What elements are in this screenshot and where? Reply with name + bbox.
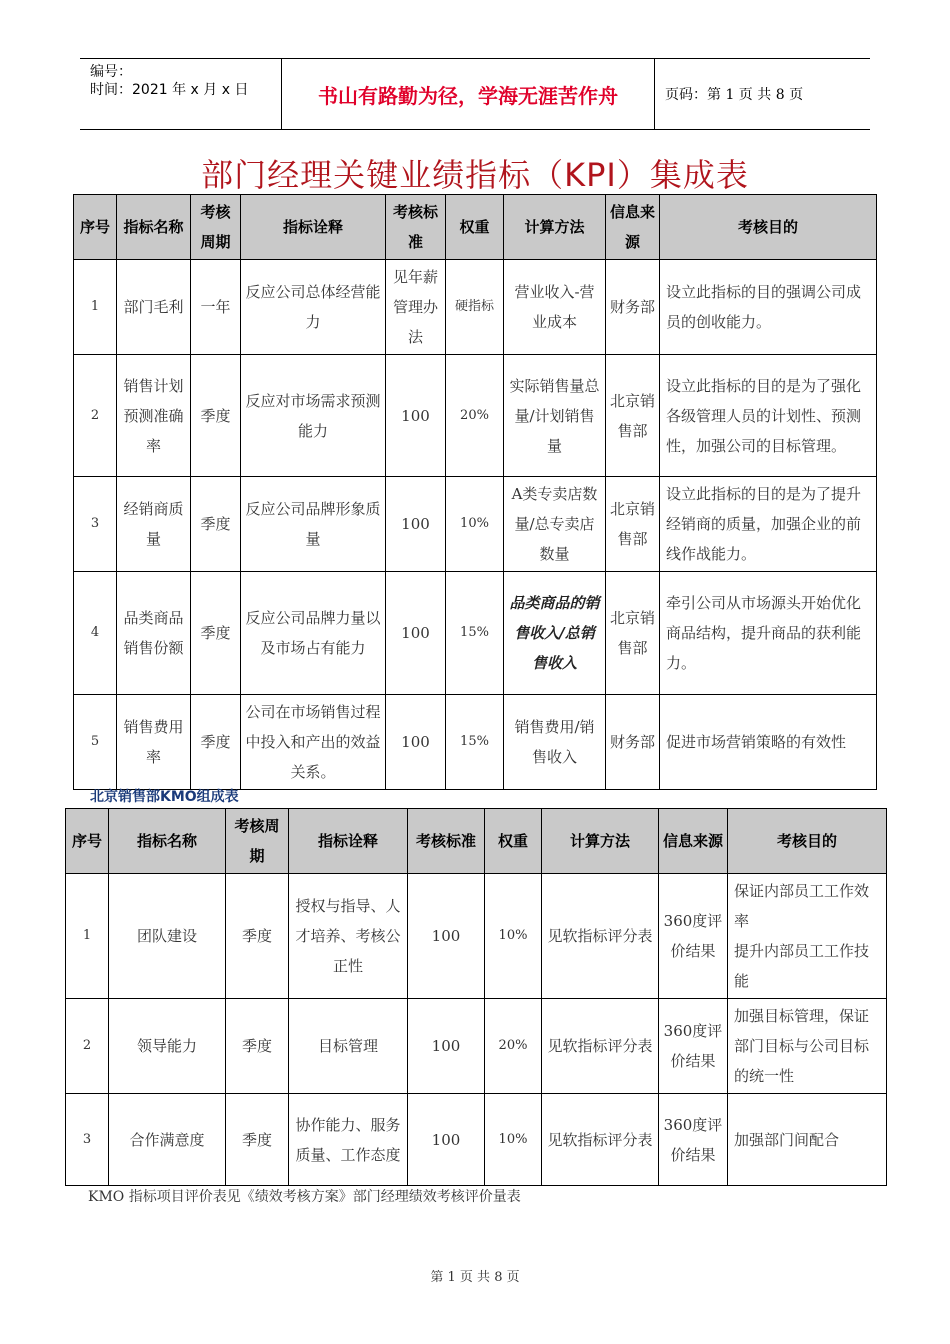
cell-name: 品类商品销售份额	[117, 572, 191, 695]
cell-seq: 3	[74, 477, 117, 572]
cell-standard: 100	[386, 695, 446, 790]
page-title: 部门经理关键业绩指标（KPI）集成表	[201, 156, 749, 194]
cell-weight: 10%	[485, 1094, 542, 1186]
cell-weight: 20%	[446, 355, 504, 477]
cell-weight: 10%	[446, 477, 504, 572]
kpi-table	[73, 194, 877, 790]
table-row	[74, 695, 877, 790]
header-standard: 考核标准	[386, 195, 446, 260]
header-weight: 权重	[446, 195, 504, 260]
table-row	[66, 999, 887, 1094]
table-row	[66, 874, 887, 999]
table-row	[74, 260, 877, 355]
cell-standard: 100	[408, 874, 485, 999]
cell-standard: 100	[386, 477, 446, 572]
header-purpose: 考核目的	[660, 195, 877, 260]
cell-seq: 5	[74, 695, 117, 790]
cell-method: A类专卖店数量/总专卖店数量	[504, 477, 606, 572]
cell-name: 合作满意度	[109, 1094, 226, 1186]
cell-period: 季度	[191, 572, 241, 695]
cell-method: 品类商品的销售收入/总销售收入	[504, 572, 606, 695]
cell-standard: 100	[386, 355, 446, 477]
cell-source: 财务部	[606, 260, 660, 355]
cell-desc: 反应公司总体经营能力	[241, 260, 386, 355]
cell-standard: 100	[408, 999, 485, 1094]
cell-seq: 1	[74, 260, 117, 355]
cell-weight: 20%	[485, 999, 542, 1094]
header-weight: 权重	[485, 809, 542, 874]
cell-purpose: 设立此指标的目的是为了提升经销商的质量，加强企业的前线作战能力。	[660, 477, 877, 572]
header-purpose: 考核目的	[728, 809, 887, 874]
cell-desc: 目标管理	[289, 999, 408, 1094]
cell-standard: 100	[386, 572, 446, 695]
header-desc: 指标诠释	[289, 809, 408, 874]
cell-source: 360度评价结果	[659, 874, 728, 999]
cell-weight: 硬指标	[446, 260, 504, 355]
header-seq: 序号	[74, 195, 117, 260]
header-motto: 书山有路勤为径，学海无涯苦作舟	[318, 83, 618, 108]
cell-source: 北京销售部	[606, 477, 660, 572]
cell-purpose: 设立此指标的目的强调公司成员的创收能力。	[660, 260, 877, 355]
cell-desc: 反应对市场需求预测能力	[241, 355, 386, 477]
cell-seq: 2	[66, 999, 109, 1094]
table-row	[74, 355, 877, 477]
page-header	[80, 58, 870, 130]
header-standard: 考核标准	[408, 809, 485, 874]
cell-method: 见软指标评分表	[542, 999, 659, 1094]
cell-name: 团队建设	[109, 874, 226, 999]
cell-weight: 10%	[485, 874, 542, 999]
cell-purpose: 保证内部员工工作效率 提升内部员工工作技能	[728, 874, 887, 999]
cell-source: 北京销售部	[606, 355, 660, 477]
header-seq: 序号	[66, 809, 109, 874]
cell-name: 销售计划预测准确率	[117, 355, 191, 477]
cell-method: 销售费用/销售收入	[504, 695, 606, 790]
cell-source: 财务部	[606, 695, 660, 790]
header-source: 信息来源	[606, 195, 660, 260]
table-row	[66, 1094, 887, 1186]
cell-method: 见软指标评分表	[542, 874, 659, 999]
table-row	[74, 477, 877, 572]
header-source: 信息来源	[659, 809, 728, 874]
cell-source: 360度评价结果	[659, 999, 728, 1094]
footnote: KMO 指标项目评价表见《绩效考核方案》部门经理绩效考核评价量表	[88, 1189, 521, 1205]
cell-method: 见软指标评分表	[542, 1094, 659, 1186]
cell-weight: 15%	[446, 695, 504, 790]
cell-purpose: 促进市场营销策略的有效性	[660, 695, 877, 790]
cell-method: 实际销售量总量/计划销售量	[504, 355, 606, 477]
header-desc: 指标诠释	[241, 195, 386, 260]
page-footer: 第 1 页 共 8 页	[430, 1270, 520, 1285]
kmo-table-title: 北京销售部KMO组成表	[90, 789, 239, 805]
cell-purpose: 设立此指标的目的是为了强化各级管理人员的计划性、预测性，加强公司的目标管理。	[660, 355, 877, 477]
cell-name: 部门毛利	[117, 260, 191, 355]
header-period: 考核周期	[226, 809, 289, 874]
cell-standard: 见年薪管理办法	[386, 260, 446, 355]
cell-purpose: 加强部门间配合	[728, 1094, 887, 1186]
cell-seq: 2	[74, 355, 117, 477]
cell-source: 北京销售部	[606, 572, 660, 695]
cell-period: 季度	[191, 477, 241, 572]
cell-period: 季度	[226, 874, 289, 999]
cell-period: 季度	[226, 1094, 289, 1186]
cell-period: 季度	[191, 695, 241, 790]
doc-number: 编号：	[90, 64, 132, 80]
header-page-number: 页码：第 1 页 共 8 页	[665, 87, 804, 103]
cell-period: 一年	[191, 260, 241, 355]
header-name: 指标名称	[109, 809, 226, 874]
cell-seq: 1	[66, 874, 109, 999]
header-info	[90, 63, 248, 99]
header-name: 指标名称	[117, 195, 191, 260]
cell-period: 季度	[226, 999, 289, 1094]
cell-period: 季度	[191, 355, 241, 477]
cell-desc: 反应公司品牌力量以及市场占有能力	[241, 572, 386, 695]
cell-standard: 100	[408, 1094, 485, 1186]
header-period: 考核周期	[191, 195, 241, 260]
cell-source: 360度评价结果	[659, 1094, 728, 1186]
header-method: 计算方法	[504, 195, 606, 260]
cell-method: 营业收入-营业成本	[504, 260, 606, 355]
cell-name: 销售费用率	[117, 695, 191, 790]
cell-desc: 协作能力、服务质量、工作态度	[289, 1094, 408, 1186]
cell-purpose: 加强目标管理，保证部门目标与公司目标的统一性	[728, 999, 887, 1094]
header-method: 计算方法	[542, 809, 659, 874]
cell-desc: 授权与指导、人才培养、考核公正性	[289, 874, 408, 999]
cell-desc: 公司在市场销售过程中投入和产出的效益关系。	[241, 695, 386, 790]
table-row	[74, 572, 877, 695]
kmo-table	[65, 808, 887, 1186]
cell-name: 经销商质量	[117, 477, 191, 572]
cell-purpose: 牵引公司从市场源头开始优化商品结构，提升商品的获利能力。	[660, 572, 877, 695]
cell-name: 领导能力	[109, 999, 226, 1094]
doc-date: 时间：2021 年 x 月 x 日	[90, 82, 249, 98]
cell-weight: 15%	[446, 572, 504, 695]
cell-desc: 反应公司品牌形象质量	[241, 477, 386, 572]
cell-seq: 3	[66, 1094, 109, 1186]
cell-seq: 4	[74, 572, 117, 695]
